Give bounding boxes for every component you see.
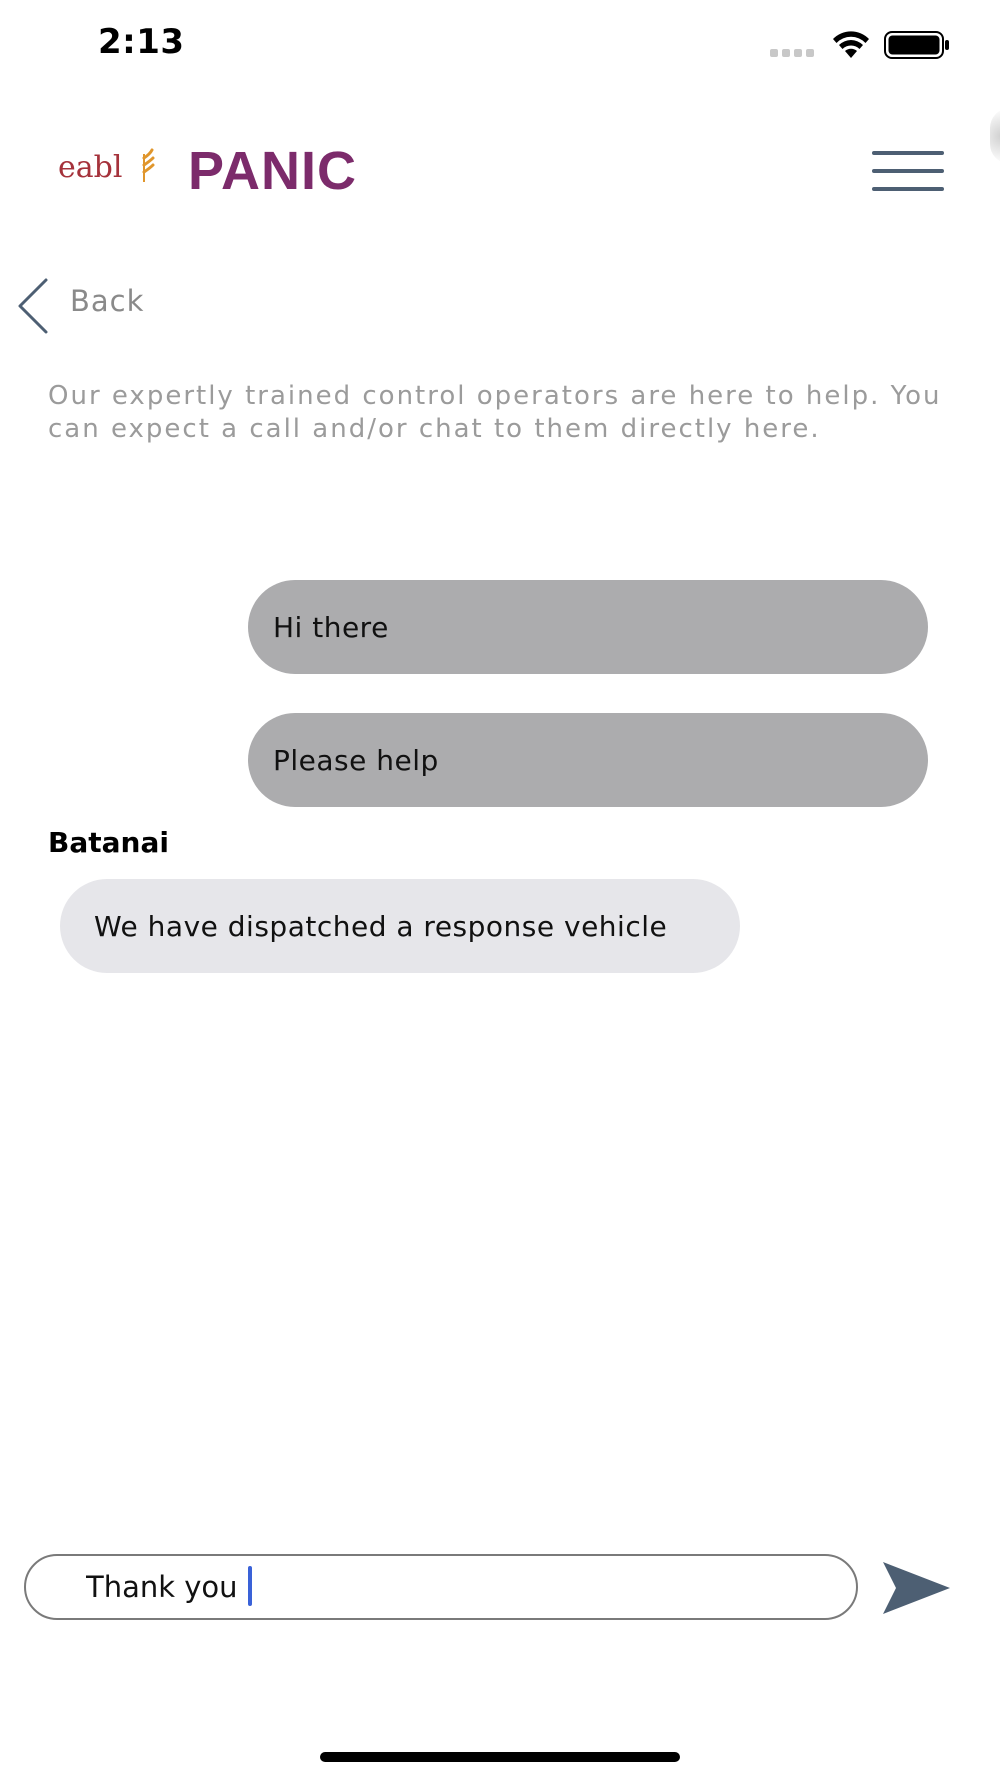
message-composer [24, 1554, 858, 1620]
send-arrow-icon [880, 1558, 952, 1618]
home-indicator[interactable] [320, 1752, 680, 1762]
send-button[interactable] [880, 1558, 952, 1618]
message-bubble-outgoing [248, 580, 928, 674]
message-text: Please help [273, 743, 439, 777]
hamburger-menu-icon [872, 148, 948, 198]
message-text: Hi there [273, 610, 389, 644]
intro-text: Our expertly trained control operators are here to help. You can expect a call and/or chat to them directly here. [48, 381, 942, 444]
wifi-icon [830, 28, 872, 60]
eabl-logo [58, 150, 152, 192]
chevron-left-icon [16, 276, 52, 336]
logo-text: eabl [58, 150, 123, 185]
message-bubble-incoming [60, 879, 740, 973]
menu-button[interactable] [872, 148, 948, 198]
page-title: PANIC [188, 141, 358, 201]
message-bubble-outgoing [248, 713, 928, 807]
status-bar [0, 0, 1000, 90]
barley-icon [138, 148, 156, 184]
battery-icon [884, 30, 950, 60]
back-button[interactable] [16, 270, 176, 340]
text-caret [248, 1566, 252, 1606]
status-time: 2:13 [98, 22, 185, 62]
signal-dots-icon [770, 48, 816, 58]
back-label: Back [70, 284, 145, 318]
message-input[interactable] [86, 1556, 826, 1618]
sender-name: Batanai [48, 826, 169, 859]
app-header [0, 120, 1000, 230]
message-text: We have dispatched a response vehicle [94, 909, 668, 943]
